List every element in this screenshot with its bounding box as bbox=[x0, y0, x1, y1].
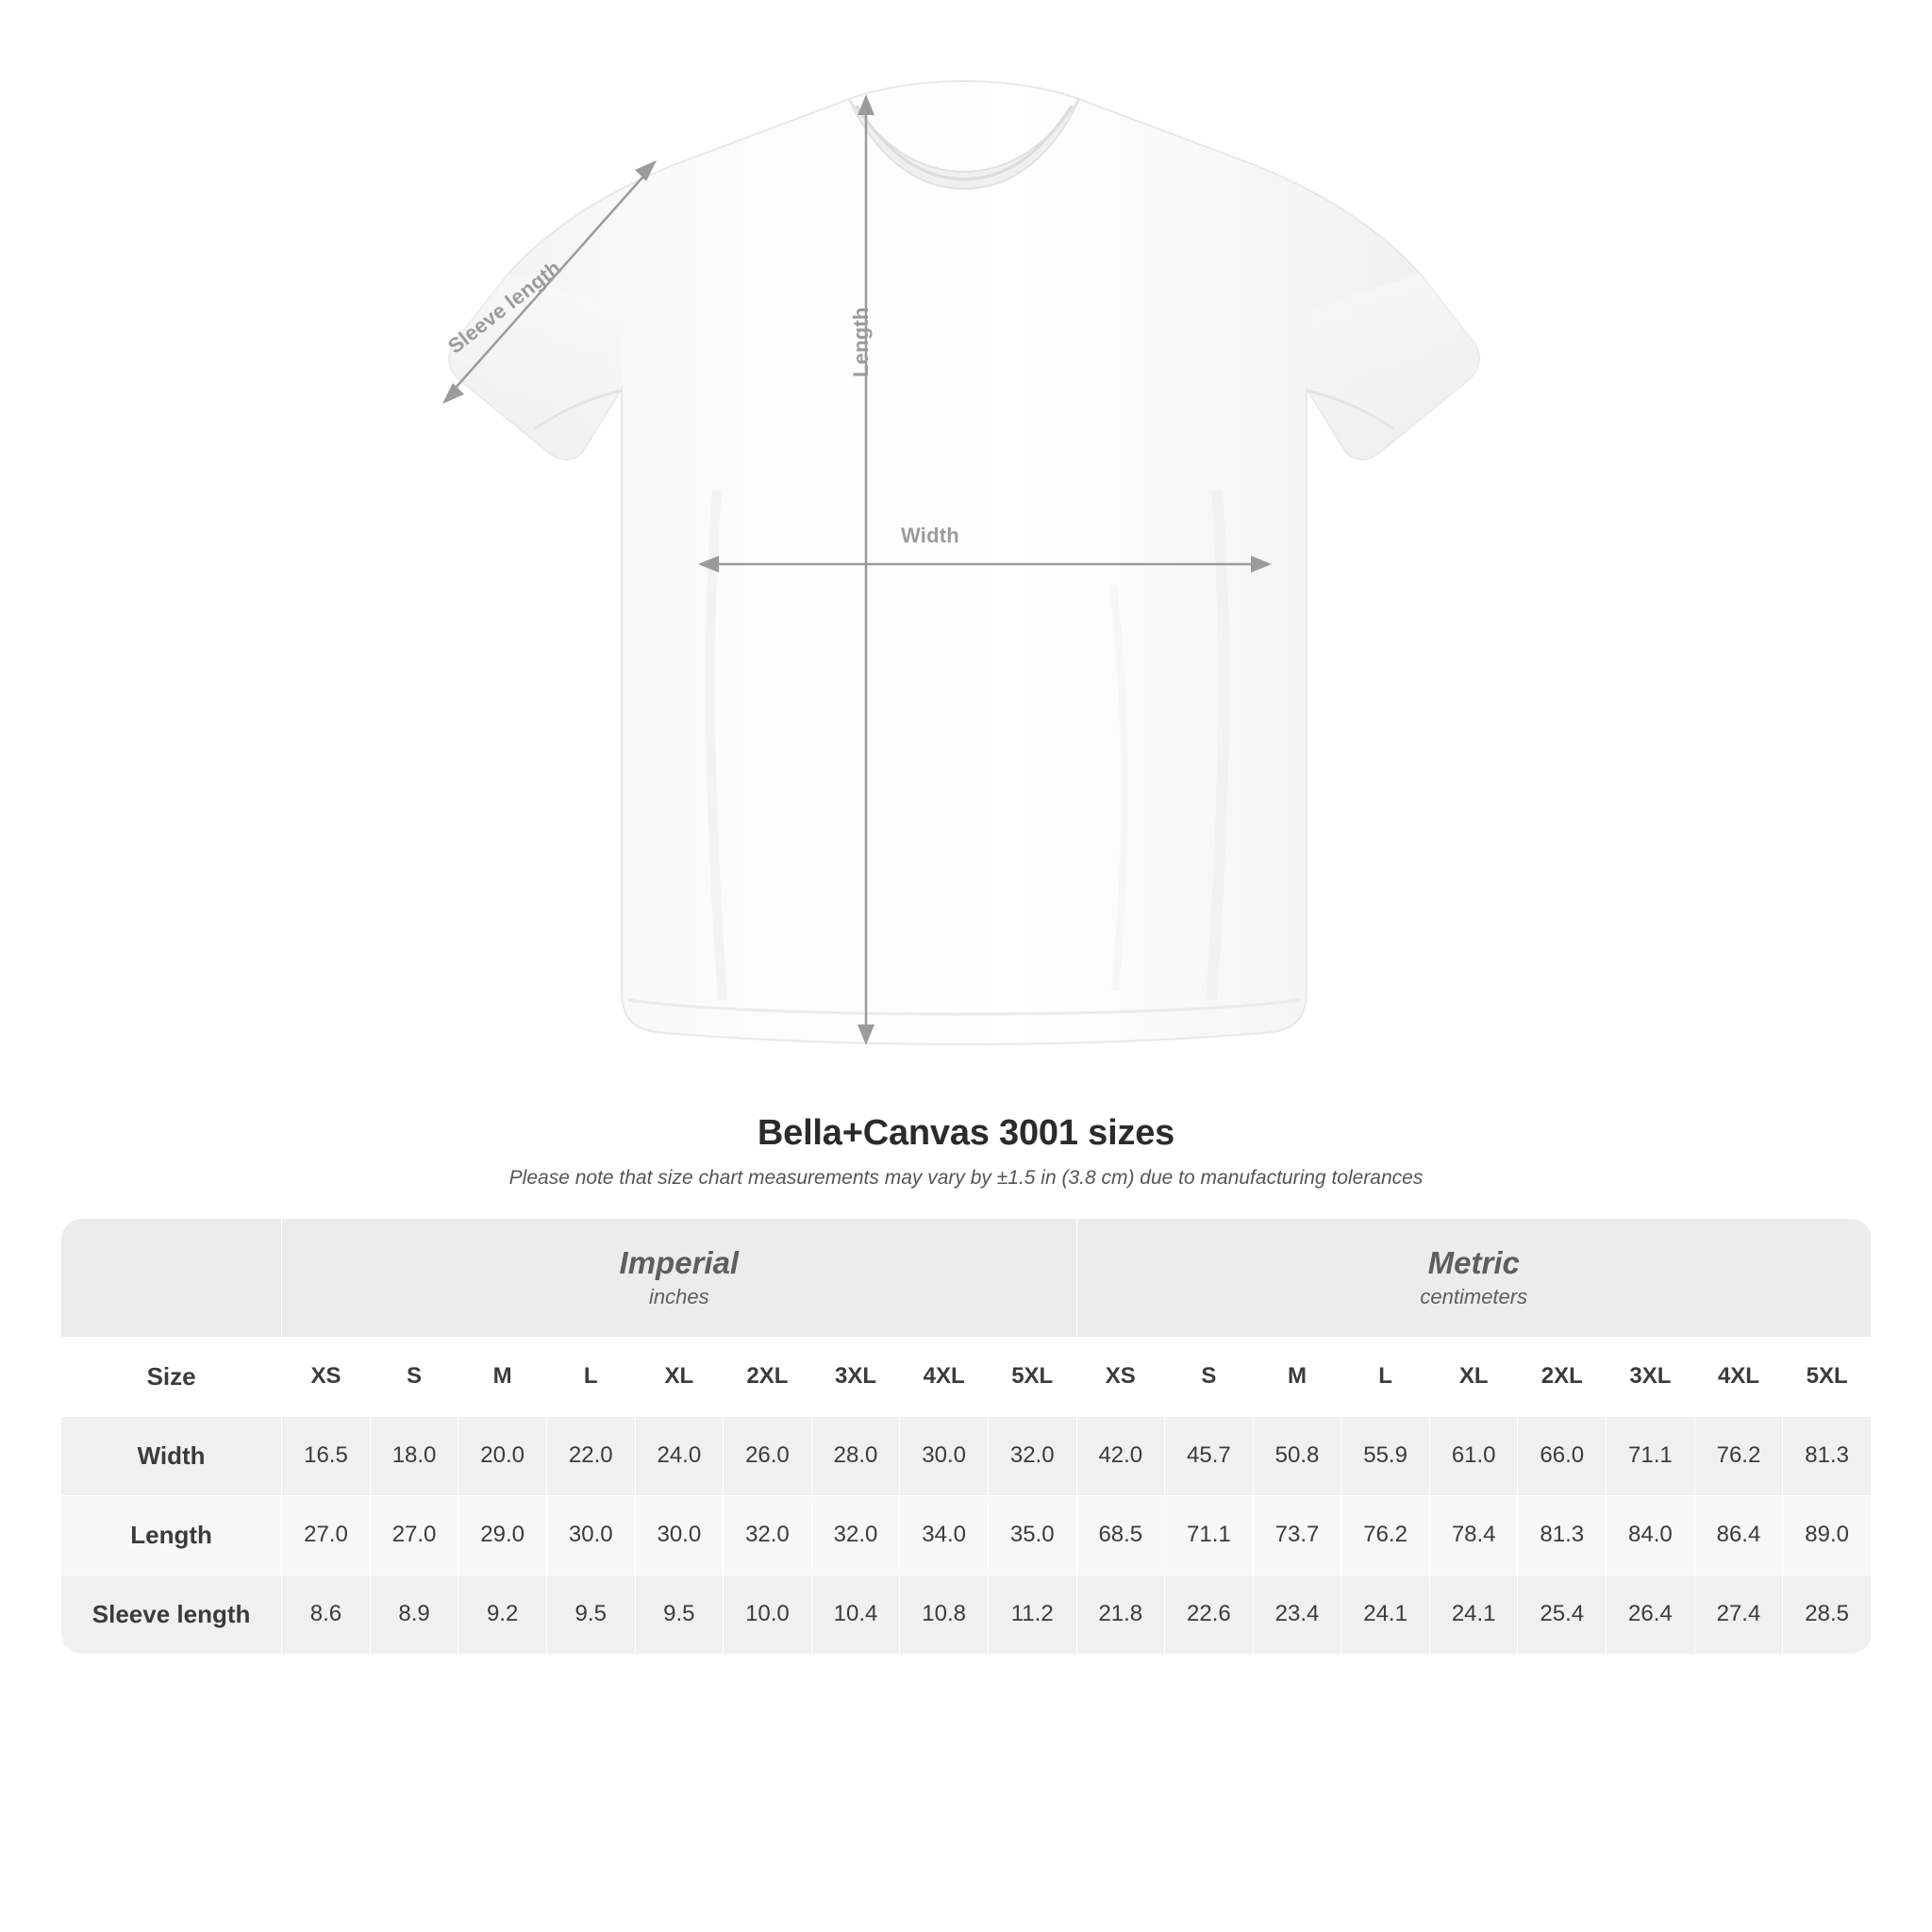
measurement-cell: 21.8 bbox=[1076, 1574, 1165, 1654]
measurement-cell: 76.2 bbox=[1341, 1495, 1430, 1574]
measurement-cell: 22.6 bbox=[1165, 1574, 1254, 1654]
size-header-cell: 4XL bbox=[900, 1337, 989, 1416]
measurement-cell: 25.4 bbox=[1518, 1574, 1607, 1654]
measurement-cell: 86.4 bbox=[1694, 1495, 1783, 1574]
size-header-row bbox=[61, 1337, 1872, 1416]
sleeve-length-dimension-label: Sleeve length bbox=[443, 256, 566, 358]
measurement-cell: 28.0 bbox=[811, 1416, 900, 1495]
measurement-cell: 18.0 bbox=[370, 1416, 458, 1495]
size-table-container bbox=[60, 1218, 1872, 1655]
measurement-cell: 27.0 bbox=[282, 1495, 371, 1574]
unit-system-imperial bbox=[282, 1219, 1076, 1338]
measurement-cell: 9.2 bbox=[458, 1574, 547, 1654]
unit-system-metric bbox=[1076, 1219, 1872, 1338]
size-header-cell: 2XL bbox=[724, 1337, 812, 1416]
size-header-cell: M bbox=[458, 1337, 547, 1416]
measurement-cell: 11.2 bbox=[988, 1574, 1076, 1654]
measurement-cell: 45.7 bbox=[1165, 1416, 1254, 1495]
measurement-cell: 9.5 bbox=[546, 1574, 635, 1654]
measurement-cell: 32.0 bbox=[988, 1416, 1076, 1495]
measurement-cell: 35.0 bbox=[988, 1495, 1076, 1574]
measurement-cell: 9.5 bbox=[635, 1574, 724, 1654]
measurement-cell: 10.8 bbox=[900, 1574, 989, 1654]
measurement-cell: 27.4 bbox=[1694, 1574, 1783, 1654]
measurement-cell: 24.0 bbox=[635, 1416, 724, 1495]
size-row-label: Size bbox=[61, 1337, 282, 1416]
measurement-cell: 71.1 bbox=[1165, 1495, 1254, 1574]
row-label-length: Length bbox=[61, 1495, 282, 1574]
measurement-cell: 8.6 bbox=[282, 1574, 371, 1654]
measurement-cell: 27.0 bbox=[370, 1495, 458, 1574]
table-corner-spacer bbox=[61, 1219, 282, 1338]
size-header-cell: 5XL bbox=[988, 1337, 1076, 1416]
measurement-cell: 32.0 bbox=[811, 1495, 900, 1574]
measurement-cell: 16.5 bbox=[282, 1416, 371, 1495]
measurement-cell: 34.0 bbox=[900, 1495, 989, 1574]
size-header-cell: 3XL bbox=[811, 1337, 900, 1416]
measurement-cell: 68.5 bbox=[1076, 1495, 1165, 1574]
heading-block bbox=[0, 1113, 1932, 1190]
size-header-cell: 4XL bbox=[1694, 1337, 1783, 1416]
size-header-cell: XS bbox=[1076, 1337, 1165, 1416]
table-row bbox=[61, 1416, 1872, 1495]
size-header-cell: L bbox=[1341, 1337, 1430, 1416]
measurement-cell: 50.8 bbox=[1253, 1416, 1341, 1495]
length-dimension-label: Length bbox=[849, 307, 873, 377]
size-table bbox=[60, 1218, 1872, 1655]
width-dimension-label: Width bbox=[901, 524, 959, 547]
measurement-cell: 8.9 bbox=[370, 1574, 458, 1654]
row-label-sleeve-length: Sleeve length bbox=[61, 1574, 282, 1654]
tolerance-note: Please note that size chart measurements may vary by ±1.5 in (3.8 cm) due to manufacturing tolerances bbox=[508, 1167, 1424, 1189]
row-label-width: Width bbox=[61, 1416, 282, 1495]
table-row bbox=[61, 1495, 1872, 1574]
measurement-cell: 55.9 bbox=[1341, 1416, 1430, 1495]
size-header-cell: XS bbox=[282, 1337, 371, 1416]
metric-label: Metric bbox=[1427, 1245, 1520, 1280]
measurement-cell: 24.1 bbox=[1429, 1574, 1518, 1654]
size-header-cell: XL bbox=[635, 1337, 724, 1416]
measurement-cell: 81.3 bbox=[1783, 1416, 1872, 1495]
measurement-cell: 26.0 bbox=[724, 1416, 812, 1495]
imperial-unit: inches bbox=[649, 1284, 709, 1308]
size-header-cell: 5XL bbox=[1783, 1337, 1872, 1416]
measurement-cell: 89.0 bbox=[1783, 1495, 1872, 1574]
measurement-cell: 30.0 bbox=[546, 1495, 635, 1574]
measurement-cell: 22.0 bbox=[546, 1416, 635, 1495]
measurement-cell: 29.0 bbox=[458, 1495, 547, 1574]
metric-unit: centimeters bbox=[1420, 1284, 1528, 1308]
measurement-cell: 61.0 bbox=[1429, 1416, 1518, 1495]
measurement-cell: 84.0 bbox=[1607, 1495, 1695, 1574]
measurement-cell: 28.5 bbox=[1783, 1574, 1872, 1654]
size-header-cell: S bbox=[370, 1337, 458, 1416]
measurement-cell: 26.4 bbox=[1607, 1574, 1695, 1654]
measurement-cell: 73.7 bbox=[1253, 1495, 1341, 1574]
size-header-cell: 3XL bbox=[1607, 1337, 1695, 1416]
measurement-cell: 32.0 bbox=[724, 1495, 812, 1574]
size-header-cell: M bbox=[1253, 1337, 1341, 1416]
imperial-label: Imperial bbox=[619, 1245, 740, 1280]
size-header-cell: L bbox=[546, 1337, 635, 1416]
table-row bbox=[61, 1574, 1872, 1654]
measurement-cell: 66.0 bbox=[1518, 1416, 1607, 1495]
size-header-cell: S bbox=[1165, 1337, 1254, 1416]
measurement-cell: 81.3 bbox=[1518, 1495, 1607, 1574]
measurement-cell: 20.0 bbox=[458, 1416, 547, 1495]
measurement-cell: 76.2 bbox=[1694, 1416, 1783, 1495]
measurement-cell: 10.4 bbox=[811, 1574, 900, 1654]
measurement-cell: 30.0 bbox=[635, 1495, 724, 1574]
measurement-cell: 23.4 bbox=[1253, 1574, 1341, 1654]
measurement-cell: 71.1 bbox=[1607, 1416, 1695, 1495]
unit-system-row bbox=[61, 1219, 1872, 1338]
page-title: Bella+Canvas 3001 sizes bbox=[757, 1113, 1175, 1153]
size-header-cell: 2XL bbox=[1518, 1337, 1607, 1416]
measurement-cell: 78.4 bbox=[1429, 1495, 1518, 1574]
size-header-cell: XL bbox=[1429, 1337, 1518, 1416]
measurement-cell: 30.0 bbox=[900, 1416, 989, 1495]
measurement-cell: 42.0 bbox=[1076, 1416, 1165, 1495]
measurement-cell: 10.0 bbox=[724, 1574, 812, 1654]
measurement-cell: 24.1 bbox=[1341, 1574, 1430, 1654]
